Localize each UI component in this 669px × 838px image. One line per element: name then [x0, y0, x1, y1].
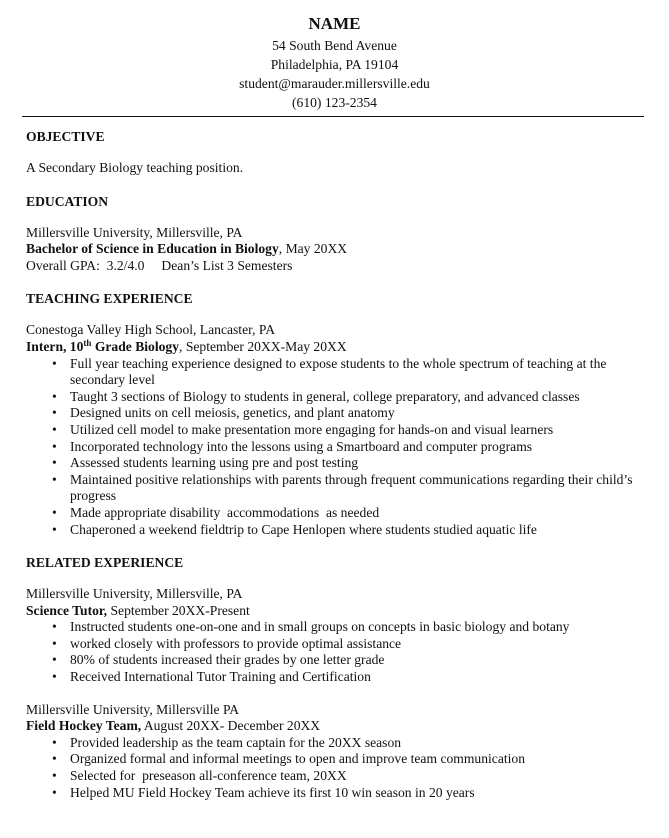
education-degree: Bachelor of Science in Education in Biology [26, 241, 279, 257]
education-date: , May 20XX [278, 241, 348, 257]
list-item: • Selected for preseason all-conference team, 20XX [52, 768, 347, 784]
job1-bullets [26, 619, 638, 685]
resume-body [26, 128, 638, 801]
email-address: student@marauder.millersville.edu [239, 76, 430, 91]
applicant-name: NAME [308, 14, 361, 33]
list-item: • Organized formal and informal meetings to open and improve team communication [52, 751, 526, 767]
teaching-school: Conestoga Valley High School, Lancaster, PA [26, 322, 276, 338]
list-item: • Received International Tutor Training and Certification [52, 669, 371, 685]
teaching-role-line [26, 339, 638, 356]
job2-org: Millersville University, Millersville PA [26, 701, 240, 717]
street-address: 54 South Bend Avenue [272, 38, 397, 53]
education-degree-line [26, 241, 638, 258]
job1-dates: September 20XX-Present [107, 602, 250, 618]
list-item: • Chaperoned a weekend fieldtrip to Cape Henlopen where students studied aquatic life [52, 521, 537, 537]
education-school: Millersville University, Millersville, PA [26, 224, 243, 240]
list-item: • Instructed students one-on-one and in small groups on concepts in basic biology and botany [52, 619, 570, 635]
job2-role-line [26, 718, 638, 735]
teaching-role: Intern, 10th Grade Biology [26, 337, 180, 354]
objective-text: A Secondary Biology teaching position. [26, 160, 244, 175]
list-item: • Made appropriate disability accommodations as needed [52, 504, 380, 520]
education-heading: EDUCATION [26, 193, 109, 209]
list-item: • 80% of students increased their grades by one letter grade [52, 652, 385, 668]
list-item: • Full year teaching experience designed to expose students to the whole spectrum of teaching at the secondary level [52, 355, 607, 388]
list-item: • Provided leadership as the team captain for the 20XX season [52, 734, 402, 750]
list-item: • Utilized cell model to make presentation more engaging for hands-on and visual learners [52, 421, 554, 437]
teaching-bullets [26, 356, 638, 539]
teaching-heading: TEACHING EXPERIENCE [26, 291, 193, 307]
phone-number: (610) 123-2354 [292, 95, 377, 110]
teaching-dates: , September 20XX-May 20XX [179, 338, 347, 354]
list-item: • Assessed students learning using pre and post testing [52, 455, 359, 471]
job1-role-line [26, 603, 638, 620]
list-item: • Taught 3 sections of Biology to students in general, college preparatory, and advanced classes [52, 388, 580, 404]
related-heading: RELATED EXPERIENCE [26, 555, 184, 571]
job2-role: Field Hockey Team, [26, 718, 142, 734]
objective-heading: OBJECTIVE [26, 129, 105, 144]
job2-dates: August 20XX- December 20XX [141, 718, 321, 734]
education-gpa: Overall GPA: 3.2/4.0 Dean’s List 3 Semesters [26, 257, 293, 273]
list-item: • worked closely with professors to provide optimal assistance [52, 635, 402, 651]
list-item: • Helped MU Field Hockey Team achieve its first 10 win season in 20 years [52, 784, 475, 800]
resume-header [0, 14, 669, 112]
job1-org: Millersville University, Millersville, PA [26, 586, 243, 602]
city-state-zip: Philadelphia, PA 19104 [270, 57, 399, 72]
header-divider [22, 116, 644, 117]
list-item: • Maintained positive relationships with parents through frequent communications regarding their child’s progress [52, 471, 633, 504]
job2-bullets [26, 735, 638, 801]
list-item: • Incorporated technology into the lessons using a Smartboard and computer programs [52, 438, 533, 454]
job1-role: Science Tutor, [26, 602, 108, 618]
list-item: • Designed units on cell meiosis, genetics, and plant anatomy [52, 405, 395, 421]
